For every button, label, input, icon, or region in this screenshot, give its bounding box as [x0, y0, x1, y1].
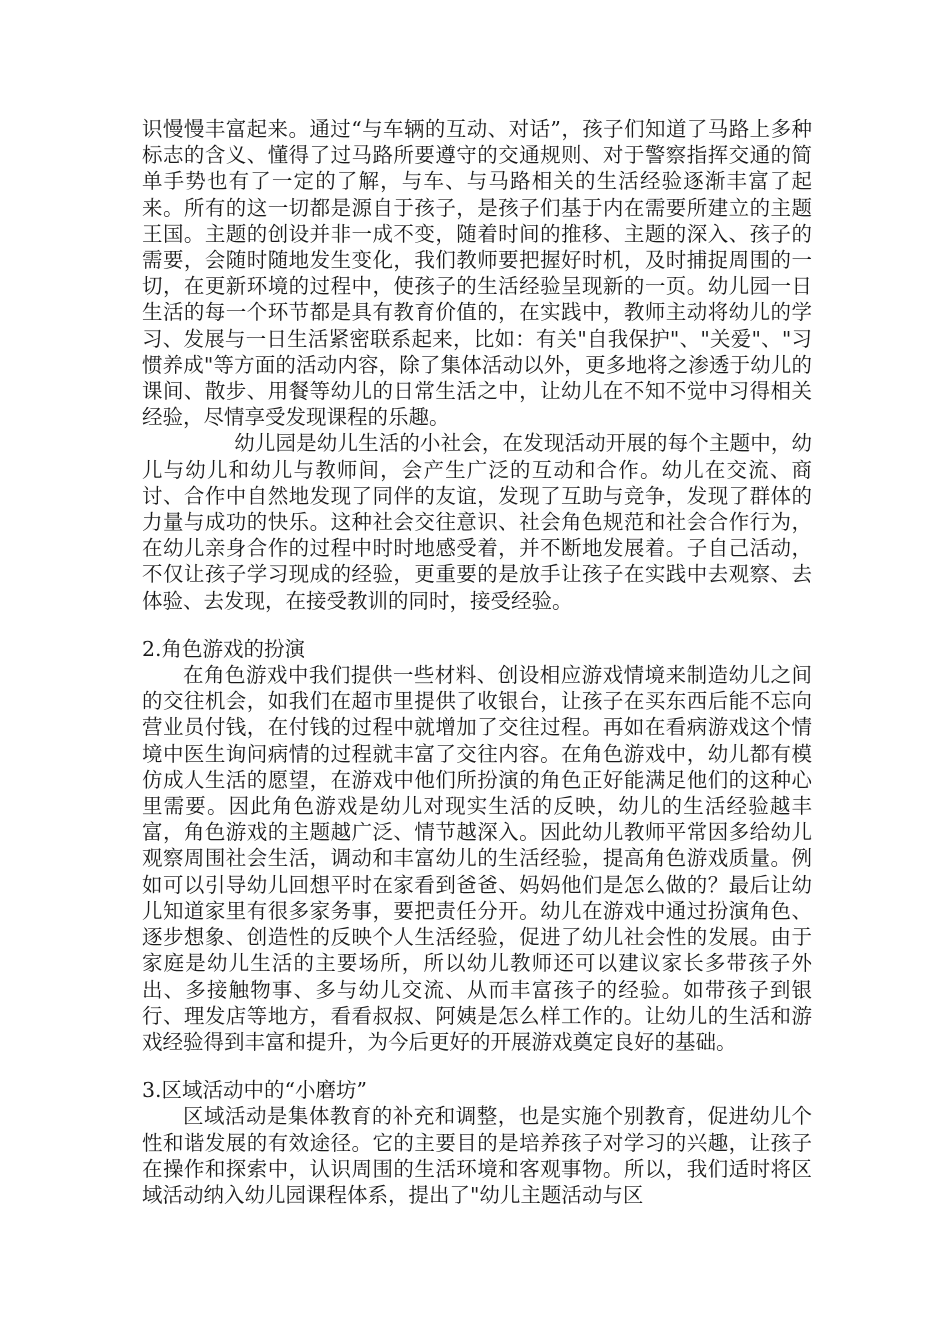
paragraph-role-play: 在角色游戏中我们提供一些材料、创设相应游戏情境来制造幼儿之间的交往机会，如我们在超市里提供了收银台，让孩子在买东西后能不忘向营业员付钱，在付钱的过程中就增加了交往过程。再如在看病游戏这个情境中医生询问病情的过程就丰富了交往内容。在角色游戏中，幼儿都有模仿成人生活的愿望，在游戏中他们所扮演的角色正好能满足他们的这种心里需要。因此角色游戏是幼儿对现实生活的反映，幼儿的生活经验越丰富，角色游戏的主题越广泛、情节越深入。因此幼儿教师平常因多给幼儿观察周围社会生活，调动和丰富幼儿的生活经验，提高角色游戏质量。例如可以引导幼儿回想平时在家看到爸爸、妈妈他们是怎么做的？最后让幼儿知道家里有很多家务事，要把责任分开。幼儿在游戏中通过扮演角色、逐步想象、创造性的反映个人生活经验，促进了幼儿社会性的发展。由于家庭是幼儿生活的主要场所，所以幼儿教师还可以建议家长多带孩子外出、多接触物事、多与幼儿交流、从而丰富孩子的经验。如带孩子到银行、理发店等地方，看看叔叔、阿姨是怎么样工作的。让幼儿的生活和游戏经验得到丰富和提升，为今后更好的开展游戏奠定良好的基础。 — [142, 663, 812, 1054]
document-body — [142, 116, 812, 1208]
section-heading-area-activity: 3.区域活动中的“小磨坊” — [142, 1078, 368, 1103]
paragraph-social-interaction: 幼儿园是幼儿生活的小社会，在发现活动开展的每个主题中，幼儿与幼儿和幼儿与教师间，会产生广泛的互动和合作。幼儿在交流、商讨、合作中自然地发现了同伴的友谊，发现了互助与竞争，发现了群体的力量与成功的快乐。这种社会交往意识、社会角色规范和社会合作行为，在幼儿亲身合作的过程中时时地感受着，并不断地发展着。子自己活动，不仅让孩子学习现成的经验，更重要的是放手让孩子在实践中去观察、去体验、去发现，在接受教训的同时，接受经验。 — [142, 431, 812, 613]
paragraph-area-activity: 区域活动是集体教育的补充和调整，也是实施个别教育，促进幼儿个性和谐发展的有效途径。它的主要目的是培养孩子对学习的兴趣，让孩子在操作和探索中，认识周围的生活环境和客观事物。所以，我们适时将区域活动纳入幼儿园课程体系，提出了"幼儿主题活动与区 — [142, 1104, 812, 1207]
paragraph-continuation: 识慢慢丰富起来。通过“与车辆的互动、对话”，孩子们知道了马路上多种标志的含义、懂得了过马路所要遵守的交通规则、对于警察指挥交通的简单手势也有了一定的了解，与车、与马路相关的生活经验逐渐丰富了起来。所有的这一切都是源自于孩子，是孩子们基于内在需要所建立的主题王国。主题的创设并非一成不变，随着时间的推移、主题的深入、孩子的需要，会随时随地发生变化，我们教师要把握好时机，及时捕捉周围的一切，在更新环境的过程中，使孩子的生活经验呈现新的一页。幼儿园一日生活的每一个环节都是具有教育价值的，在实践中，教师主动将幼儿的学习、发展与一日生活紧密联系起来，比如：有关"自我保护"、"关爱"、"习惯养成"等方面的活动内容，除了集体活动以外，更多地将之渗透于幼儿的课间、散步、用餐等幼儿的日常生活之中，让幼儿在不知不觉中习得相关经验，尽情享受发现课程的乐趣。 — [142, 117, 812, 430]
section-heading-role-play: 2.角色游戏的扮演 — [142, 636, 306, 661]
